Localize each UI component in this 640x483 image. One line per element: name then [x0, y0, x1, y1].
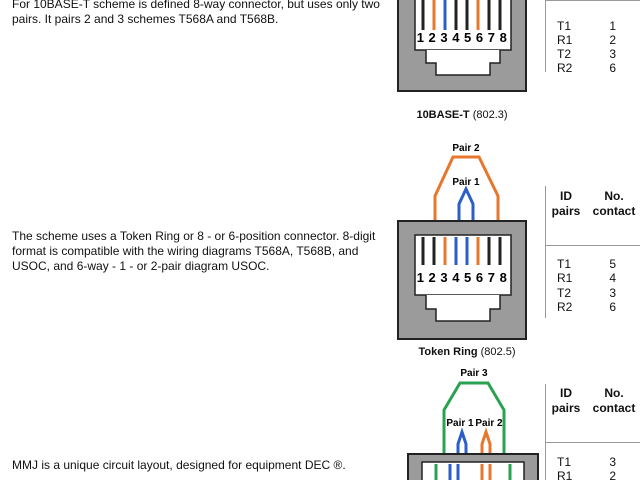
pair-id: R2 — [557, 61, 573, 75]
header-id-pairs: ID pairs — [551, 189, 581, 218]
contact-number: 5 — [609, 257, 616, 271]
section-2-description: The scheme uses a Token Ring or 8 - or 6-position connector. 8-digit format is compatible with the wiring diagrams T568A, T568B, and USOC, and 6-way - 1 - or 2-pair diagram USOC. — [12, 229, 376, 273]
table-divider — [545, 384, 546, 480]
table-divider — [545, 186, 546, 318]
pair-id: R2 — [557, 300, 573, 314]
rj45-jack-token-ring — [396, 219, 546, 343]
contact-number: 3 — [609, 47, 616, 61]
mmj-jack — [406, 452, 542, 480]
jack-tab — [426, 295, 500, 321]
pair-2-label: Pair 2 — [452, 143, 480, 154]
pair-wires-token-ring — [396, 138, 546, 222]
contact-number: 6 — [609, 61, 616, 75]
table-divider — [545, 245, 640, 246]
section-3-description: MMJ is a unique circuit layout, designed for equipment DEC ®. — [12, 458, 346, 472]
pair-id: T1 — [557, 257, 572, 271]
pair-3-label: Pair 3 — [460, 368, 488, 379]
header-id-pairs: ID pairs — [551, 386, 581, 415]
rj45-jack-10base-t — [396, 0, 546, 103]
pair-id: R1 — [557, 469, 573, 483]
pair-id: T2 — [557, 47, 572, 61]
contact-number: 6 — [609, 300, 616, 314]
contact-number: 2 — [609, 469, 616, 483]
header-no-contact: No. contact — [592, 386, 636, 415]
contact-number: 1 — [609, 19, 616, 33]
header-no-contact: No. contact — [592, 189, 636, 218]
pin-numbers: 1 2 3 4 5 6 7 8 — [416, 270, 508, 285]
jack-opening — [415, 235, 511, 295]
contact-number: 3 — [609, 286, 616, 300]
pair-1-label: Pair 1 — [452, 177, 480, 188]
pair-1-label: Pair 1 — [446, 418, 474, 429]
jack-tab — [426, 50, 500, 75]
jack-caption-token-ring: Token Ring (802.5) — [418, 346, 516, 358]
pair-id: R1 — [557, 271, 573, 285]
pair-id: T1 — [557, 19, 572, 33]
pair-2-label: Pair 2 — [475, 418, 503, 429]
pair-id: T2 — [557, 286, 572, 300]
pair-1-wire — [459, 189, 473, 220]
contact-number: 2 — [609, 33, 616, 47]
table-divider — [545, 0, 640, 1]
contact-number: 4 — [609, 271, 616, 285]
contact-number: 3 — [609, 455, 616, 469]
pair-id: R1 — [557, 33, 573, 47]
pair-id: T1 — [557, 455, 572, 469]
pin-numbers: 1 2 3 4 5 6 7 8 — [416, 30, 508, 45]
table-divider — [545, 0, 546, 72]
section-1-description: For 10BASE-T scheme is defined 8-way connector, but uses only two pairs. It pairs 2 and 3 schemes T568A and T568B. — [12, 0, 380, 26]
table-divider — [545, 442, 640, 443]
jack-caption-10base-t: 10BASE-T (802.3) — [416, 109, 508, 121]
